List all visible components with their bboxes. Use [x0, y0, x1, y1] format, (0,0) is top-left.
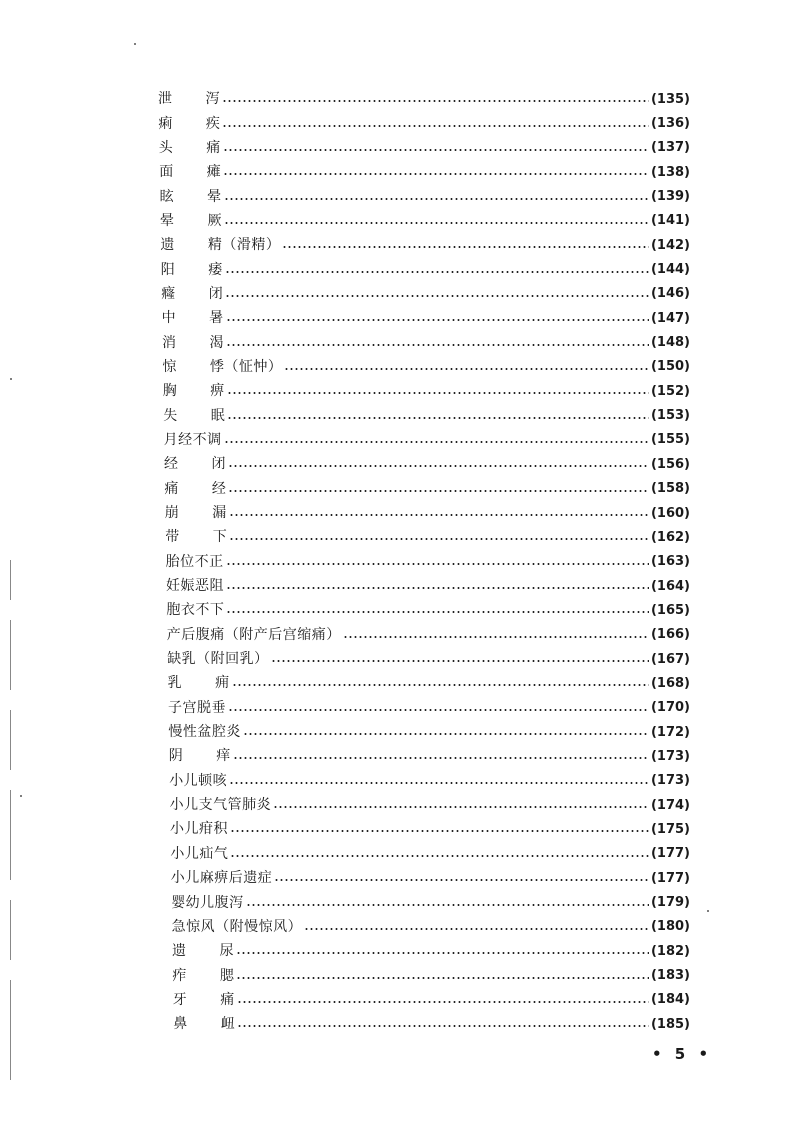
toc-leader-dots: [236, 977, 649, 979]
toc-entry[interactable]: [158, 915, 690, 939]
toc-entry-page: (158): [650, 481, 690, 497]
toc-entry[interactable]: [158, 452, 690, 476]
toc-entry-page: (177): [650, 870, 690, 886]
toc-entry[interactable]: [158, 428, 690, 452]
toc-entry[interactable]: [158, 525, 690, 549]
toc-leader-dots: [229, 538, 649, 540]
toc-entry-page: (170): [650, 700, 690, 716]
toc-entry-title: 胞衣不下: [166, 602, 225, 619]
toc-entry[interactable]: [158, 598, 690, 622]
toc-entry-page: (152): [650, 383, 690, 399]
toc-entry-title: 小儿疝气: [170, 845, 229, 862]
toc-leader-dots: [230, 855, 649, 857]
toc-leader-dots: [224, 198, 649, 200]
toc-entry-title: 惊 悸（怔忡）: [162, 358, 283, 375]
toc-entry-title: 小儿顿咳: [169, 772, 228, 789]
toc-entry-page: (174): [650, 797, 690, 813]
toc-leader-dots: [236, 952, 649, 954]
toc-entry-page: (136): [650, 116, 690, 132]
toc-entry-title: 带 下: [165, 529, 228, 546]
toc-leader-dots: [228, 709, 649, 711]
toc-entry[interactable]: [158, 696, 690, 720]
toc-leader-dots: [226, 319, 649, 321]
toc-entry-title: 痄 腮: [172, 967, 235, 984]
toc-leader-dots: [223, 149, 649, 151]
toc-entry[interactable]: [158, 257, 690, 281]
toc-entry-title: 眩 晕: [159, 188, 222, 205]
toc-leader-dots: [224, 441, 649, 443]
toc-entry[interactable]: [158, 671, 690, 695]
toc-entry-page: (135): [650, 91, 690, 107]
toc-entry-page: (177): [650, 846, 690, 862]
toc-entry-title: 阴 痒: [168, 748, 231, 765]
toc-entry-page: (148): [650, 335, 690, 351]
toc-entry-page: (168): [650, 675, 690, 691]
toc-entry-page: (138): [650, 164, 690, 180]
toc-entry-title: 面 瘫: [159, 164, 222, 181]
toc-entry[interactable]: [158, 209, 690, 233]
toc-leader-dots: [243, 733, 649, 735]
toc-leader-dots: [237, 1025, 649, 1027]
toc-entry-title: 阳 痿: [160, 261, 223, 278]
toc-entry[interactable]: [158, 963, 690, 987]
toc-entry[interactable]: [158, 890, 690, 914]
scan-margin-marks: [10, 560, 12, 1100]
toc-entry-title: 乳 痈: [167, 675, 230, 692]
toc-entry-title: 胎位不正: [165, 553, 224, 570]
toc-entry-title: 中 暑: [161, 310, 224, 327]
toc-entry-page: (185): [650, 1016, 690, 1032]
toc-entry-page: (184): [650, 992, 690, 1008]
toc-leader-dots: [228, 490, 649, 492]
toc-leader-dots: [224, 222, 649, 224]
toc-entry-page: (144): [650, 262, 690, 278]
toc-entry-page: (182): [650, 943, 690, 959]
toc-entry[interactable]: [158, 477, 690, 501]
toc-entry[interactable]: [158, 111, 690, 135]
toc-entry-page: (164): [650, 578, 690, 594]
toc-entry-page: (179): [650, 895, 690, 911]
toc-entry-page: (141): [650, 213, 690, 229]
toc-entry[interactable]: [158, 720, 690, 744]
scan-speck: [10, 378, 12, 380]
toc-entry-page: (165): [650, 602, 690, 618]
toc-entry-title: 痛 经: [164, 480, 227, 497]
toc-entry-title: 痢 疾: [158, 115, 221, 132]
toc-entry[interactable]: [158, 87, 690, 111]
toc-entry[interactable]: [158, 769, 690, 793]
toc-leader-dots: [227, 392, 649, 394]
toc-entry[interactable]: [158, 744, 690, 768]
toc-entry-title: 产后腹痛（附产后宫缩痛）: [166, 626, 341, 643]
toc-leader-dots: [273, 806, 649, 808]
toc-leader-dots: [226, 587, 649, 589]
toc-entry-page: (146): [650, 286, 690, 302]
scan-speck: [707, 910, 709, 912]
toc-entry-title: 妊娠恶阻: [166, 578, 224, 595]
toc-entry-title: 晕 厥: [160, 212, 222, 229]
toc-entry-title: 遗 精（滑精）: [160, 237, 281, 254]
toc-entry[interactable]: [158, 647, 690, 671]
toc-leader-dots: [246, 904, 649, 906]
toc-entry[interactable]: [158, 939, 690, 963]
toc-entry[interactable]: [158, 501, 690, 525]
toc-leader-dots: [226, 563, 649, 565]
toc-leader-dots: [227, 417, 649, 419]
toc-leader-dots: [229, 514, 649, 516]
toc-entry[interactable]: [158, 988, 690, 1012]
table-of-contents: [158, 87, 690, 1036]
toc-entry-title: 鼻 衄: [173, 1016, 236, 1033]
toc-entry-page: (183): [650, 968, 690, 984]
toc-entry-title: 婴幼儿腹泻: [171, 894, 244, 911]
toc-entry-title: 头 痛: [158, 139, 221, 156]
toc-entry[interactable]: [158, 184, 690, 208]
toc-leader-dots: [304, 928, 649, 930]
toc-entry-page: (173): [650, 773, 690, 789]
toc-entry-page: (153): [650, 408, 690, 424]
toc-entry-title: 慢性盆腔炎: [168, 724, 241, 741]
scan-speck: [134, 43, 136, 45]
toc-entry-page: (150): [650, 359, 690, 375]
toc-entry-page: (163): [650, 554, 690, 570]
toc-entry-title: 泄 泻: [158, 91, 220, 108]
toc-entry[interactable]: [158, 379, 690, 403]
toc-entry-page: (173): [650, 748, 690, 764]
toc-entry-page: (139): [650, 189, 690, 205]
toc-entry-title: 胸 痹: [162, 383, 225, 400]
toc-entry-title: 经 闭: [164, 456, 226, 473]
toc-entry[interactable]: [158, 403, 690, 427]
toc-entry-title: 月经不调: [163, 431, 222, 448]
toc-entry[interactable]: [158, 355, 690, 379]
toc-entry-title: 遗 尿: [172, 943, 234, 960]
toc-entry[interactable]: [158, 866, 690, 890]
toc-entry-title: 小儿支气管肺炎: [169, 797, 272, 814]
toc-entry[interactable]: [158, 1012, 690, 1036]
toc-entry-page: (155): [650, 432, 690, 448]
toc-entry-page: (172): [650, 724, 690, 740]
toc-leader-dots: [225, 295, 649, 297]
toc-entry-page: (180): [650, 919, 690, 935]
toc-entry[interactable]: [158, 817, 690, 841]
toc-entry-title: 消 渴: [162, 334, 224, 351]
toc-leader-dots: [343, 636, 649, 638]
toc-entry-title: 失 眠: [163, 407, 226, 424]
toc-entry[interactable]: [158, 282, 690, 306]
toc-entry-page: (175): [650, 821, 690, 837]
toc-entry[interactable]: [158, 306, 690, 330]
toc-entry[interactable]: [158, 623, 690, 647]
toc-leader-dots: [232, 684, 649, 686]
toc-entry-title: 急惊风（附慢惊风）: [171, 918, 303, 935]
toc-entry-title: 缺乳（附回乳）: [167, 651, 269, 668]
toc-entry[interactable]: [158, 793, 690, 817]
toc-entry-page: (156): [650, 456, 690, 472]
toc-entry-page: (142): [650, 237, 690, 253]
toc-entry[interactable]: [158, 574, 690, 598]
toc-entry[interactable]: [158, 330, 690, 354]
toc-leader-dots: [225, 271, 649, 273]
toc-entry[interactable]: [158, 842, 690, 866]
toc-leader-dots: [229, 782, 649, 784]
toc-entry-page: (137): [650, 140, 690, 156]
toc-entry-title: 小儿麻痹后遗症: [170, 870, 273, 887]
toc-leader-dots: [233, 757, 649, 759]
toc-leader-dots: [230, 830, 649, 832]
page-number-footer: • 5 •: [652, 1045, 713, 1063]
toc-leader-dots: [282, 246, 649, 248]
toc-leader-dots: [284, 368, 649, 370]
toc-entry-title: 崩 漏: [164, 505, 227, 522]
toc-entry[interactable]: [158, 136, 690, 160]
toc-leader-dots: [226, 344, 649, 346]
toc-entry-page: (160): [650, 505, 690, 521]
toc-entry-page: (147): [650, 310, 690, 326]
toc-entry[interactable]: [158, 550, 690, 574]
toc-leader-dots: [228, 465, 649, 467]
toc-entry-title: 小儿疳积: [170, 821, 228, 838]
toc-entry[interactable]: [158, 160, 690, 184]
toc-entry[interactable]: [158, 233, 690, 257]
toc-leader-dots: [274, 879, 649, 881]
toc-entry-title: 牙 痛: [172, 991, 235, 1008]
toc-entry-page: (162): [650, 529, 690, 545]
toc-entry-page: (167): [650, 651, 690, 667]
toc-leader-dots: [271, 660, 649, 662]
toc-leader-dots: [237, 1001, 649, 1003]
toc-leader-dots: [222, 125, 649, 127]
toc-entry-title: 癃 闭: [161, 285, 224, 302]
toc-leader-dots: [223, 173, 649, 175]
scan-speck: [20, 795, 22, 797]
toc-entry-title: 子宫脱垂: [168, 699, 226, 716]
toc-leader-dots: [226, 611, 649, 613]
toc-leader-dots: [222, 100, 649, 102]
toc-entry-page: (166): [650, 627, 690, 643]
